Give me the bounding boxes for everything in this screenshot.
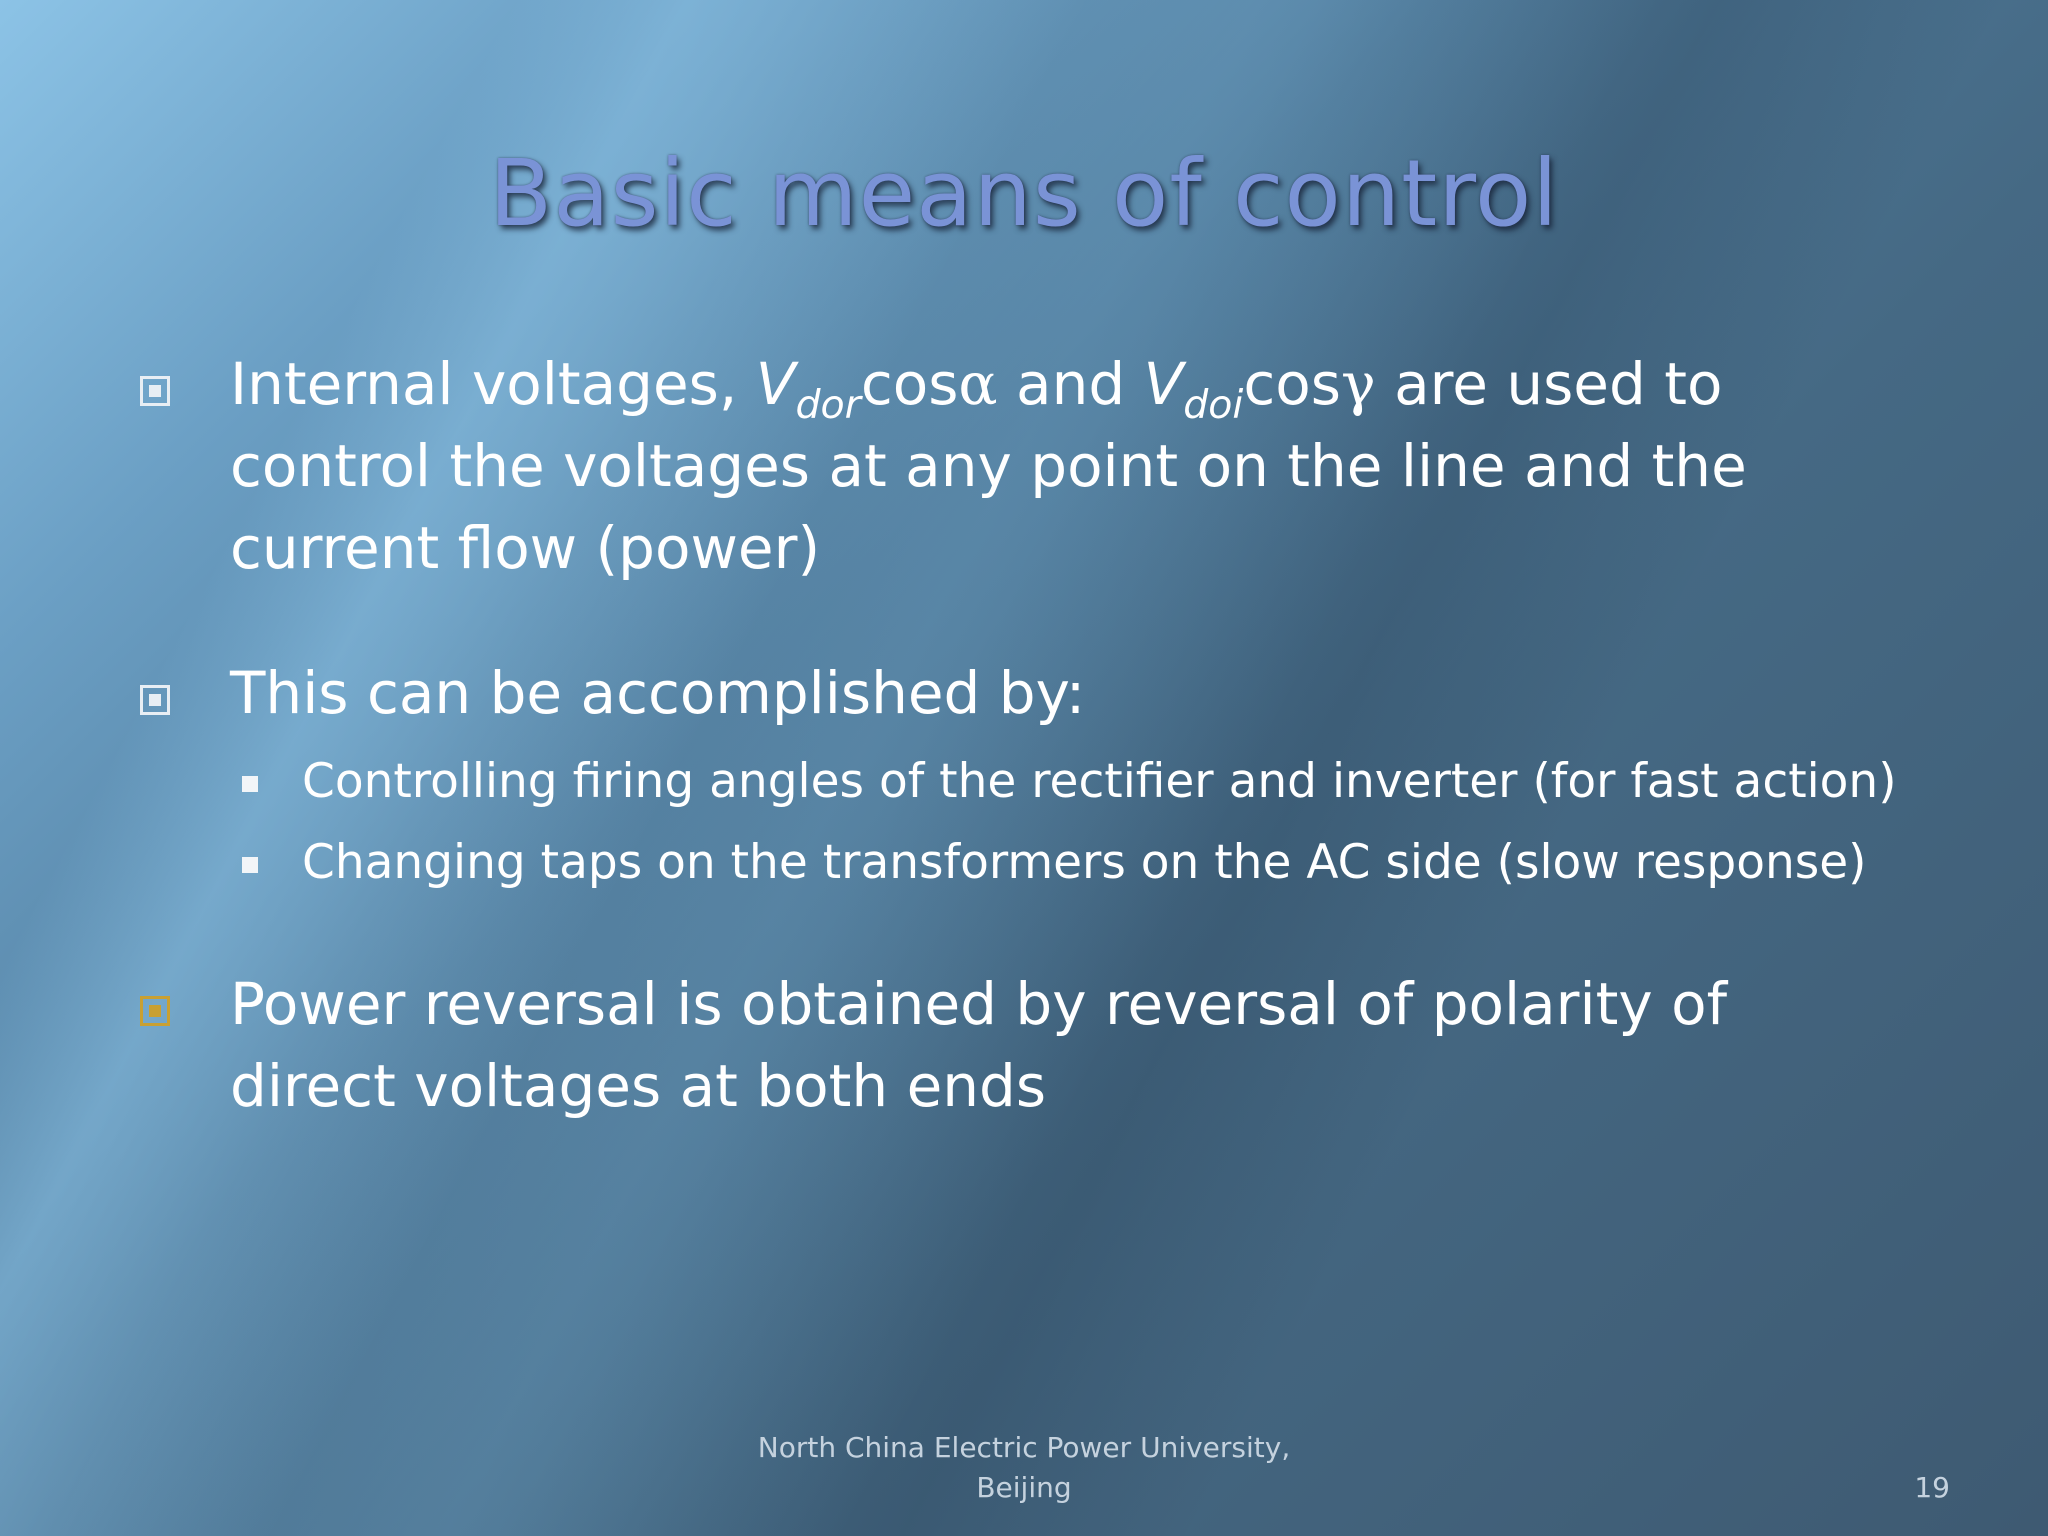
footer-city: Beijing bbox=[976, 1471, 1072, 1504]
bullet-marker-square-icon bbox=[140, 376, 170, 406]
cos-text: cos bbox=[860, 350, 959, 418]
alpha-symbol: α bbox=[958, 350, 998, 418]
bullet-marker-square-icon bbox=[140, 685, 170, 715]
cos-text: cos bbox=[1243, 350, 1341, 418]
bullet-text: Internal voltages, bbox=[230, 350, 756, 418]
voltage-subscript: dor bbox=[795, 381, 861, 428]
slide-title: Basic means of control bbox=[489, 140, 1559, 247]
bullet-item-accomplished-by: This can be accomplished by: bbox=[230, 659, 1086, 727]
sub-bullet-square-icon bbox=[242, 857, 258, 873]
bullet-item-internal-voltages bbox=[230, 343, 1880, 589]
sub-bullet-square-icon bbox=[242, 776, 258, 792]
sub-bullet-firing-angles: Controlling firing angles of the rectifier and inverter (for fast action) bbox=[302, 754, 1897, 809]
gamma-symbol: γ bbox=[1340, 350, 1376, 418]
page-number: 19 bbox=[1914, 1471, 1950, 1504]
bullet-marker-highlight-square-icon bbox=[140, 996, 170, 1026]
voltage-symbol: V bbox=[1143, 350, 1184, 418]
bullet-item-power-reversal: Power reversal is obtained by reversal of polarity of direct voltages at both ends bbox=[230, 970, 1728, 1120]
sub-bullet-changing-taps: Changing taps on the transformers on the AC side (slow response) bbox=[302, 835, 1867, 890]
voltage-symbol: V bbox=[755, 350, 796, 418]
bullet-text: and bbox=[997, 350, 1144, 418]
bullet-text: are used to control the voltages at any point on the line and the current flow (power) bbox=[230, 350, 1747, 582]
voltage-subscript: doi bbox=[1183, 381, 1244, 428]
slide-footer bbox=[724, 1428, 1324, 1508]
footer-institution: North China Electric Power University, bbox=[757, 1431, 1291, 1464]
